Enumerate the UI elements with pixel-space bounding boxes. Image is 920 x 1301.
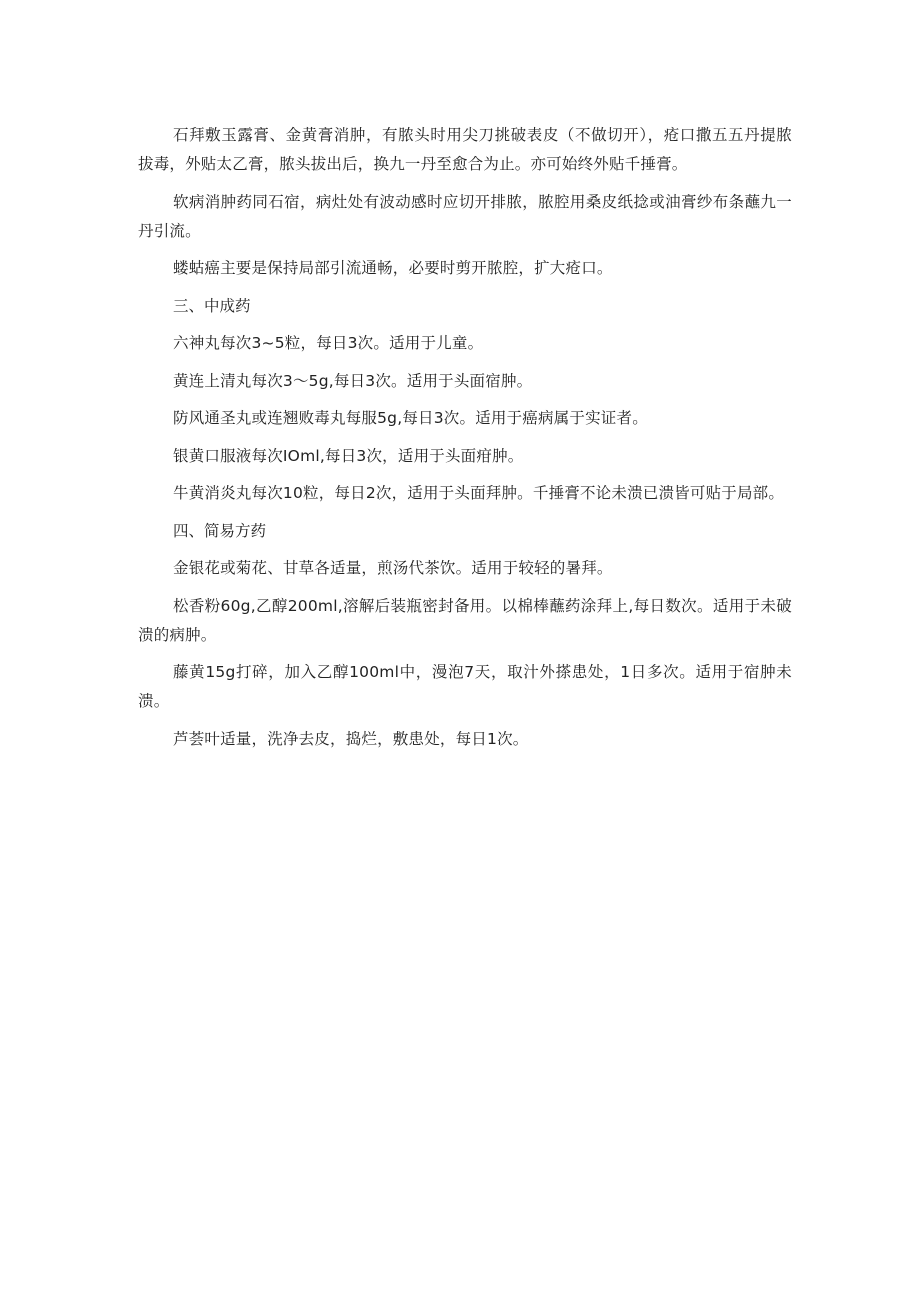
document-body xyxy=(138,121,792,762)
section-heading-simple-remedies: 四、简易方药 xyxy=(173,521,267,540)
paragraph-drainage-note: 蝼蛄癌主要是保持局部引流通畅，必要时剪开脓腔，扩大疮口。 xyxy=(173,259,613,277)
paragraph-niuhuang-pill: 牛黄消炎丸每次10粒，每日2次，适用于头面拜肿。千捶膏不论未溃已溃皆可贴于局部。 xyxy=(173,484,785,502)
section-heading-patent-medicine: 三、中成药 xyxy=(173,296,251,315)
paragraph-soft-lesion-drainage: 软病消肿药同石宿，病灶处有波动感时应切开排脓，脓腔用桑皮纸捻或油膏纱布条蘸九一丹引流。 xyxy=(138,192,792,240)
paragraph-honeysuckle-tea: 金银花或菊花、甘草各适量，煎汤代茶饮。适用于较轻的暑拜。 xyxy=(173,559,613,577)
paragraph-gamboge: 藤黄15g打碎，加入乙醇100ml中，漫泡7天，取汁外搽患处，1日多次。适用于宿肿未溃。 xyxy=(138,663,792,710)
paragraph-huanglian-pill: 黄连上清丸每次3～5g,每日3次。适用于头面宿肿。 xyxy=(173,371,533,390)
paragraph-aloe-leaf: 芦荟叶适量，洗净去皮，捣烂，敷患处，每日1次。 xyxy=(173,729,529,748)
paragraph-liushen-pill: 六神丸每次3~5粒，每日3次。适用于儿童。 xyxy=(173,334,484,352)
paragraph-topical-treatment: 石拜敷玉露膏、金黄膏消肿，有脓头时用尖刀挑破表皮（不做切开），疮口撒五五丹提脓拔毒，外贴太乙膏，脓头拔出后，换九一丹至愈合为止。亦可始终外贴千捶膏。 xyxy=(138,126,792,173)
paragraph-rosin-powder: 松香粉60g,乙醇200ml,溶解后装瓶密封备用。以棉棒蘸药涂拜上,每日数次。适用于未破溃的病肿。 xyxy=(138,596,792,644)
paragraph-yinhuang-liquid: 银黄口服液每次IOml,每日3次，适用于头面疳肿。 xyxy=(173,446,524,465)
paragraph-fangfeng-pill: 防风通圣丸或连翘败毒丸每服5g,每日3次。适用于癌病属于实证者。 xyxy=(173,409,648,427)
